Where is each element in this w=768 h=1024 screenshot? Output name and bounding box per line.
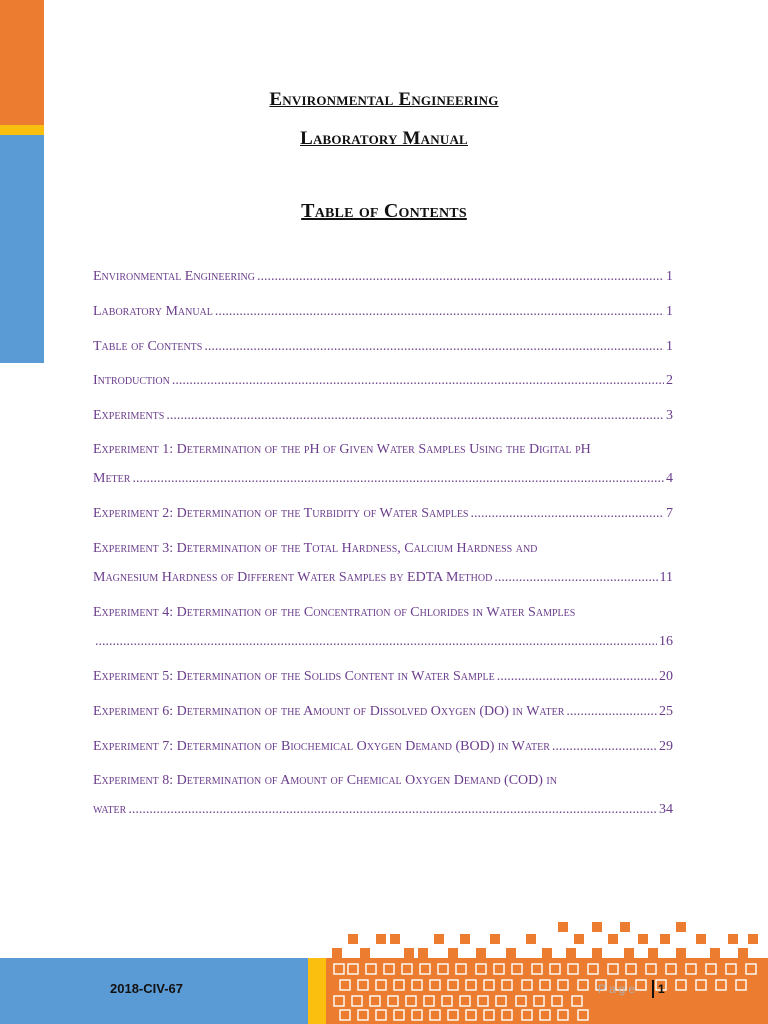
- toc-page-number: 20: [659, 669, 673, 684]
- toc-entry-text-line1: Experiment 3: Determination of the Total Hardness, Calcium Hardness and: [93, 541, 538, 556]
- toc-entry-9[interactable]: [93, 604, 673, 668]
- document-subtitle: Laboratory Manual: [300, 128, 468, 149]
- toc-entry-13[interactable]: [93, 772, 673, 836]
- toc-entry-1[interactable]: [93, 268, 673, 303]
- toc-entry-text: Introduction: [93, 373, 170, 388]
- toc-entry-text: Magnesium Hardness of Different Water Samples by EDTA Method: [93, 570, 493, 585]
- toc-entry-text: Environmental Engineering: [93, 269, 256, 284]
- toc-leader: [566, 703, 657, 721]
- page-number: 1: [658, 982, 665, 996]
- toc-entry-7[interactable]: [93, 505, 673, 540]
- toc-entry-text: Experiment 5: Determination of the Solids Content in Water Sample: [93, 669, 495, 684]
- toc-entry-8[interactable]: [93, 540, 673, 604]
- toc-leader: [470, 505, 664, 523]
- toc-leader: [132, 470, 664, 488]
- toc-page-number: 4: [666, 471, 673, 486]
- toc-entry-text: Meter: [93, 471, 131, 486]
- toc-entry-text-line1: Experiment 1: Determination of the pH of Given Water Samples Using the Digital pH: [93, 442, 591, 457]
- footer-yellow-band: [308, 958, 326, 1024]
- toc-heading: Table of Contents: [301, 200, 467, 222]
- toc-page-number: 7: [666, 506, 673, 521]
- toc-entry-text: Experiment 7: Determination of Biochemical Oxygen Demand (BOD) in Water: [93, 739, 550, 754]
- toc-entry-5[interactable]: [93, 407, 673, 441]
- toc-entry-3[interactable]: [93, 338, 673, 372]
- toc-leader: [257, 268, 664, 286]
- toc-leader: [494, 569, 657, 587]
- footer-document-code: 2018-CIV-67: [110, 981, 183, 996]
- toc-page-number: 16: [659, 634, 673, 649]
- toc-page-number: 2: [666, 373, 673, 388]
- toc-entry-6[interactable]: [93, 441, 673, 505]
- toc-page-number: 11: [659, 570, 673, 585]
- toc-entry-text-line1: Experiment 8: Determination of Amount of Chemical Oxygen Demand (COD) in: [93, 773, 557, 788]
- toc-entry-12[interactable]: [93, 738, 673, 772]
- toc-leader: [95, 633, 657, 651]
- toc-entry-text: Experiments: [93, 408, 165, 423]
- toc-entry-text: Laboratory Manual: [93, 304, 213, 319]
- toc-page-number: 1: [666, 269, 673, 284]
- document-title: Environmental Engineering: [269, 89, 499, 110]
- toc-entry-text-line1: Experiment 4: Determination of the Concentration of Chlorides in Water Samples: [93, 605, 576, 620]
- toc-entry-11[interactable]: [93, 703, 673, 738]
- toc-page-number: 1: [666, 339, 673, 354]
- toc-leader: [172, 372, 664, 390]
- left-accent-blue: [0, 135, 44, 363]
- toc-entry-text: Table of Contents: [93, 339, 203, 354]
- toc-page-number: 29: [659, 739, 673, 754]
- toc-leader: [166, 407, 664, 425]
- toc-page-number: 25: [659, 704, 673, 719]
- toc-entry-text: Experiment 6: Determination of the Amount of Dissolved Oxygen (DO) in Water: [93, 704, 565, 719]
- toc-leader: [552, 738, 657, 756]
- toc-page-number: 1: [666, 304, 673, 319]
- toc-page-number: 3: [666, 408, 673, 423]
- toc-leader: [215, 303, 664, 321]
- toc-entry-text: Experiment 2: Determination of the Turbidity of Water Samples: [93, 506, 469, 521]
- toc-entry-4[interactable]: [93, 372, 673, 407]
- page-label: Page: [598, 982, 639, 996]
- toc-entry-text: water: [93, 802, 127, 817]
- toc-leader: [497, 668, 657, 686]
- toc-leader: [204, 338, 664, 356]
- toc-leader: [128, 801, 657, 819]
- toc-page-number: 34: [659, 802, 673, 817]
- toc-entry-10[interactable]: [93, 668, 673, 703]
- page-separator: [652, 980, 654, 998]
- toc-entry-2[interactable]: [93, 303, 673, 338]
- footer-grid-pattern: [326, 958, 768, 1024]
- footer-orange-band: [326, 958, 768, 1024]
- table-of-contents: [93, 268, 673, 836]
